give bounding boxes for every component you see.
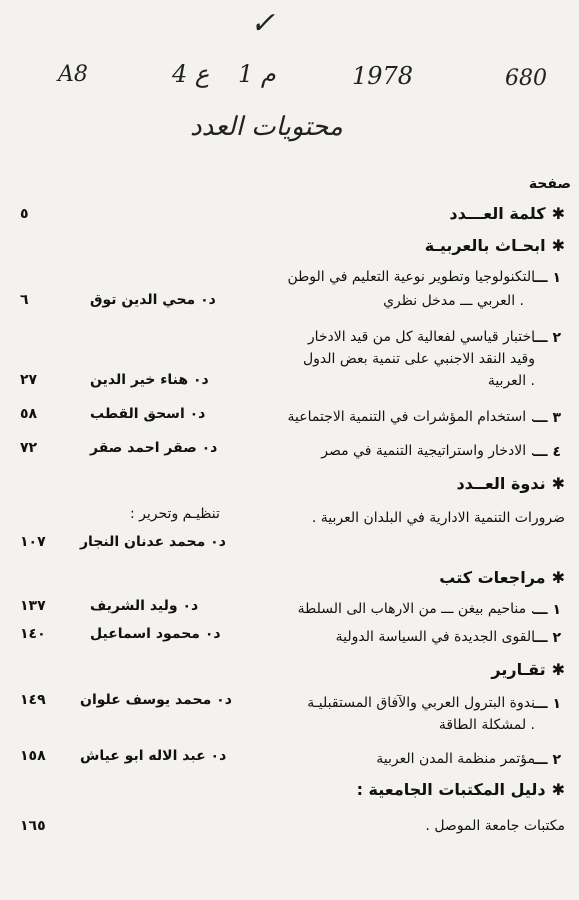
symposium-title: ضرورات التنمية الادارية في البلدان العربية . — [311, 510, 565, 526]
handwritten-code: م 1 — [238, 60, 276, 88]
handwritten-number: 680 — [505, 66, 547, 91]
section-heading: ✱ندوة العــدد — [456, 474, 565, 493]
asterisk-icon: ✱ — [551, 474, 565, 493]
page-number: ٧٢ — [20, 440, 38, 456]
item-number: ١ ـــ — [533, 270, 561, 286]
page-number: ٦ — [20, 292, 29, 308]
asterisk-icon: ✱ — [551, 236, 565, 255]
author-name: د٠ محي الدين توق — [90, 292, 216, 308]
item-title-line: اختبار قياسي لفعالية كل من قيد الادخار — [307, 329, 535, 345]
item-title-line: وقيد النقد الاجنبي على تنمية بعض الدول — [302, 351, 535, 367]
handwritten-code: 4 ع — [172, 60, 210, 88]
handwritten-checkmark: ✓ — [250, 6, 276, 41]
item-number: ٣ ـــ — [533, 410, 561, 426]
item-title-line: لمشكلة الطاقة . — [438, 717, 535, 733]
page-number: ١٤٩ — [20, 692, 46, 708]
author-name: د٠ محمد يوسف علوان — [80, 692, 232, 708]
author-name: د٠ صقر احمد صقر — [90, 440, 218, 456]
page-number: ١٠٧ — [20, 534, 46, 550]
page-title: محتويات العدد — [190, 112, 343, 142]
author-name: د٠ اسحق القطب — [90, 406, 206, 422]
review-title: مناحيم بيغن ـــ من الارهاب الى السلطة . — [297, 601, 535, 617]
item-number: ١ ـــ — [533, 696, 561, 712]
editor-role: تنظيـم وتحرير : — [130, 506, 220, 522]
item-title-line: الادخار واستراتيجية التنمية في مصر . — [321, 443, 535, 459]
item-title-line: العربي ـــ مدخل نظري . — [383, 293, 524, 309]
author-name: د٠ محمود اسماعيل — [90, 626, 221, 642]
page-number: ١٣٧ — [20, 598, 46, 614]
page-column-label: صفحة — [528, 176, 571, 192]
author-name: د٠ محمد عدنان النجار — [80, 534, 226, 550]
item-number: ٢ ـــ — [533, 330, 561, 346]
page-number: ١٦٥ — [20, 818, 46, 834]
author-name: د٠ وليد الشريف — [90, 598, 199, 614]
item-title-line: استخدام المؤشرات في التنمية الاجتماعية . — [287, 409, 535, 425]
handwritten-code: A8 — [58, 62, 88, 87]
asterisk-icon: ✱ — [551, 780, 565, 799]
section-heading: ✱تقـارير — [491, 660, 565, 679]
item-number: ١ ـــ — [533, 602, 561, 618]
page-number: ١٥٨ — [20, 748, 46, 764]
section-heading: ✱مراجعات كتب — [439, 568, 565, 587]
page-number: ٢٧ — [20, 372, 38, 388]
author-name: د٠ هناء خير الدين — [90, 372, 209, 388]
item-number: ٤ ـــ — [533, 444, 561, 460]
review-title: القوى الجديدة في السياسة الدولية — [335, 629, 535, 645]
page-number: ٥٨ — [20, 406, 38, 422]
item-title-line: التكنولوجيا وتطوير نوعية التعليم في الوطن — [287, 269, 535, 285]
library-entry: مكتبات جامعة الموصل . — [425, 818, 565, 834]
author-name: د٠ عبد الاله ابو عياش — [80, 748, 227, 764]
asterisk-icon: ✱ — [551, 660, 565, 679]
asterisk-icon: ✱ — [551, 568, 565, 587]
section-heading: ✱ابحـاث بالعربيـة — [424, 236, 565, 255]
page-number: ١٤٠ — [20, 626, 46, 642]
item-title-line: مؤتمر منظمة المدن العربية — [376, 751, 535, 767]
item-number: ٢ ـــ — [533, 630, 561, 646]
asterisk-icon: ✱ — [551, 204, 565, 223]
section-heading: ✱دليل المكتبات الجامعية : — [356, 780, 565, 799]
handwritten-year: 1978 — [352, 62, 414, 90]
page-number: ٥ — [20, 206, 29, 222]
item-title-line: العربية . — [487, 373, 535, 389]
item-number: ٢ ـــ — [533, 752, 561, 768]
section-heading: ✱كلمة العـــدد — [449, 204, 565, 223]
item-title-line: ندوة البترول العربي والآفاق المستقبليـة — [307, 695, 535, 711]
